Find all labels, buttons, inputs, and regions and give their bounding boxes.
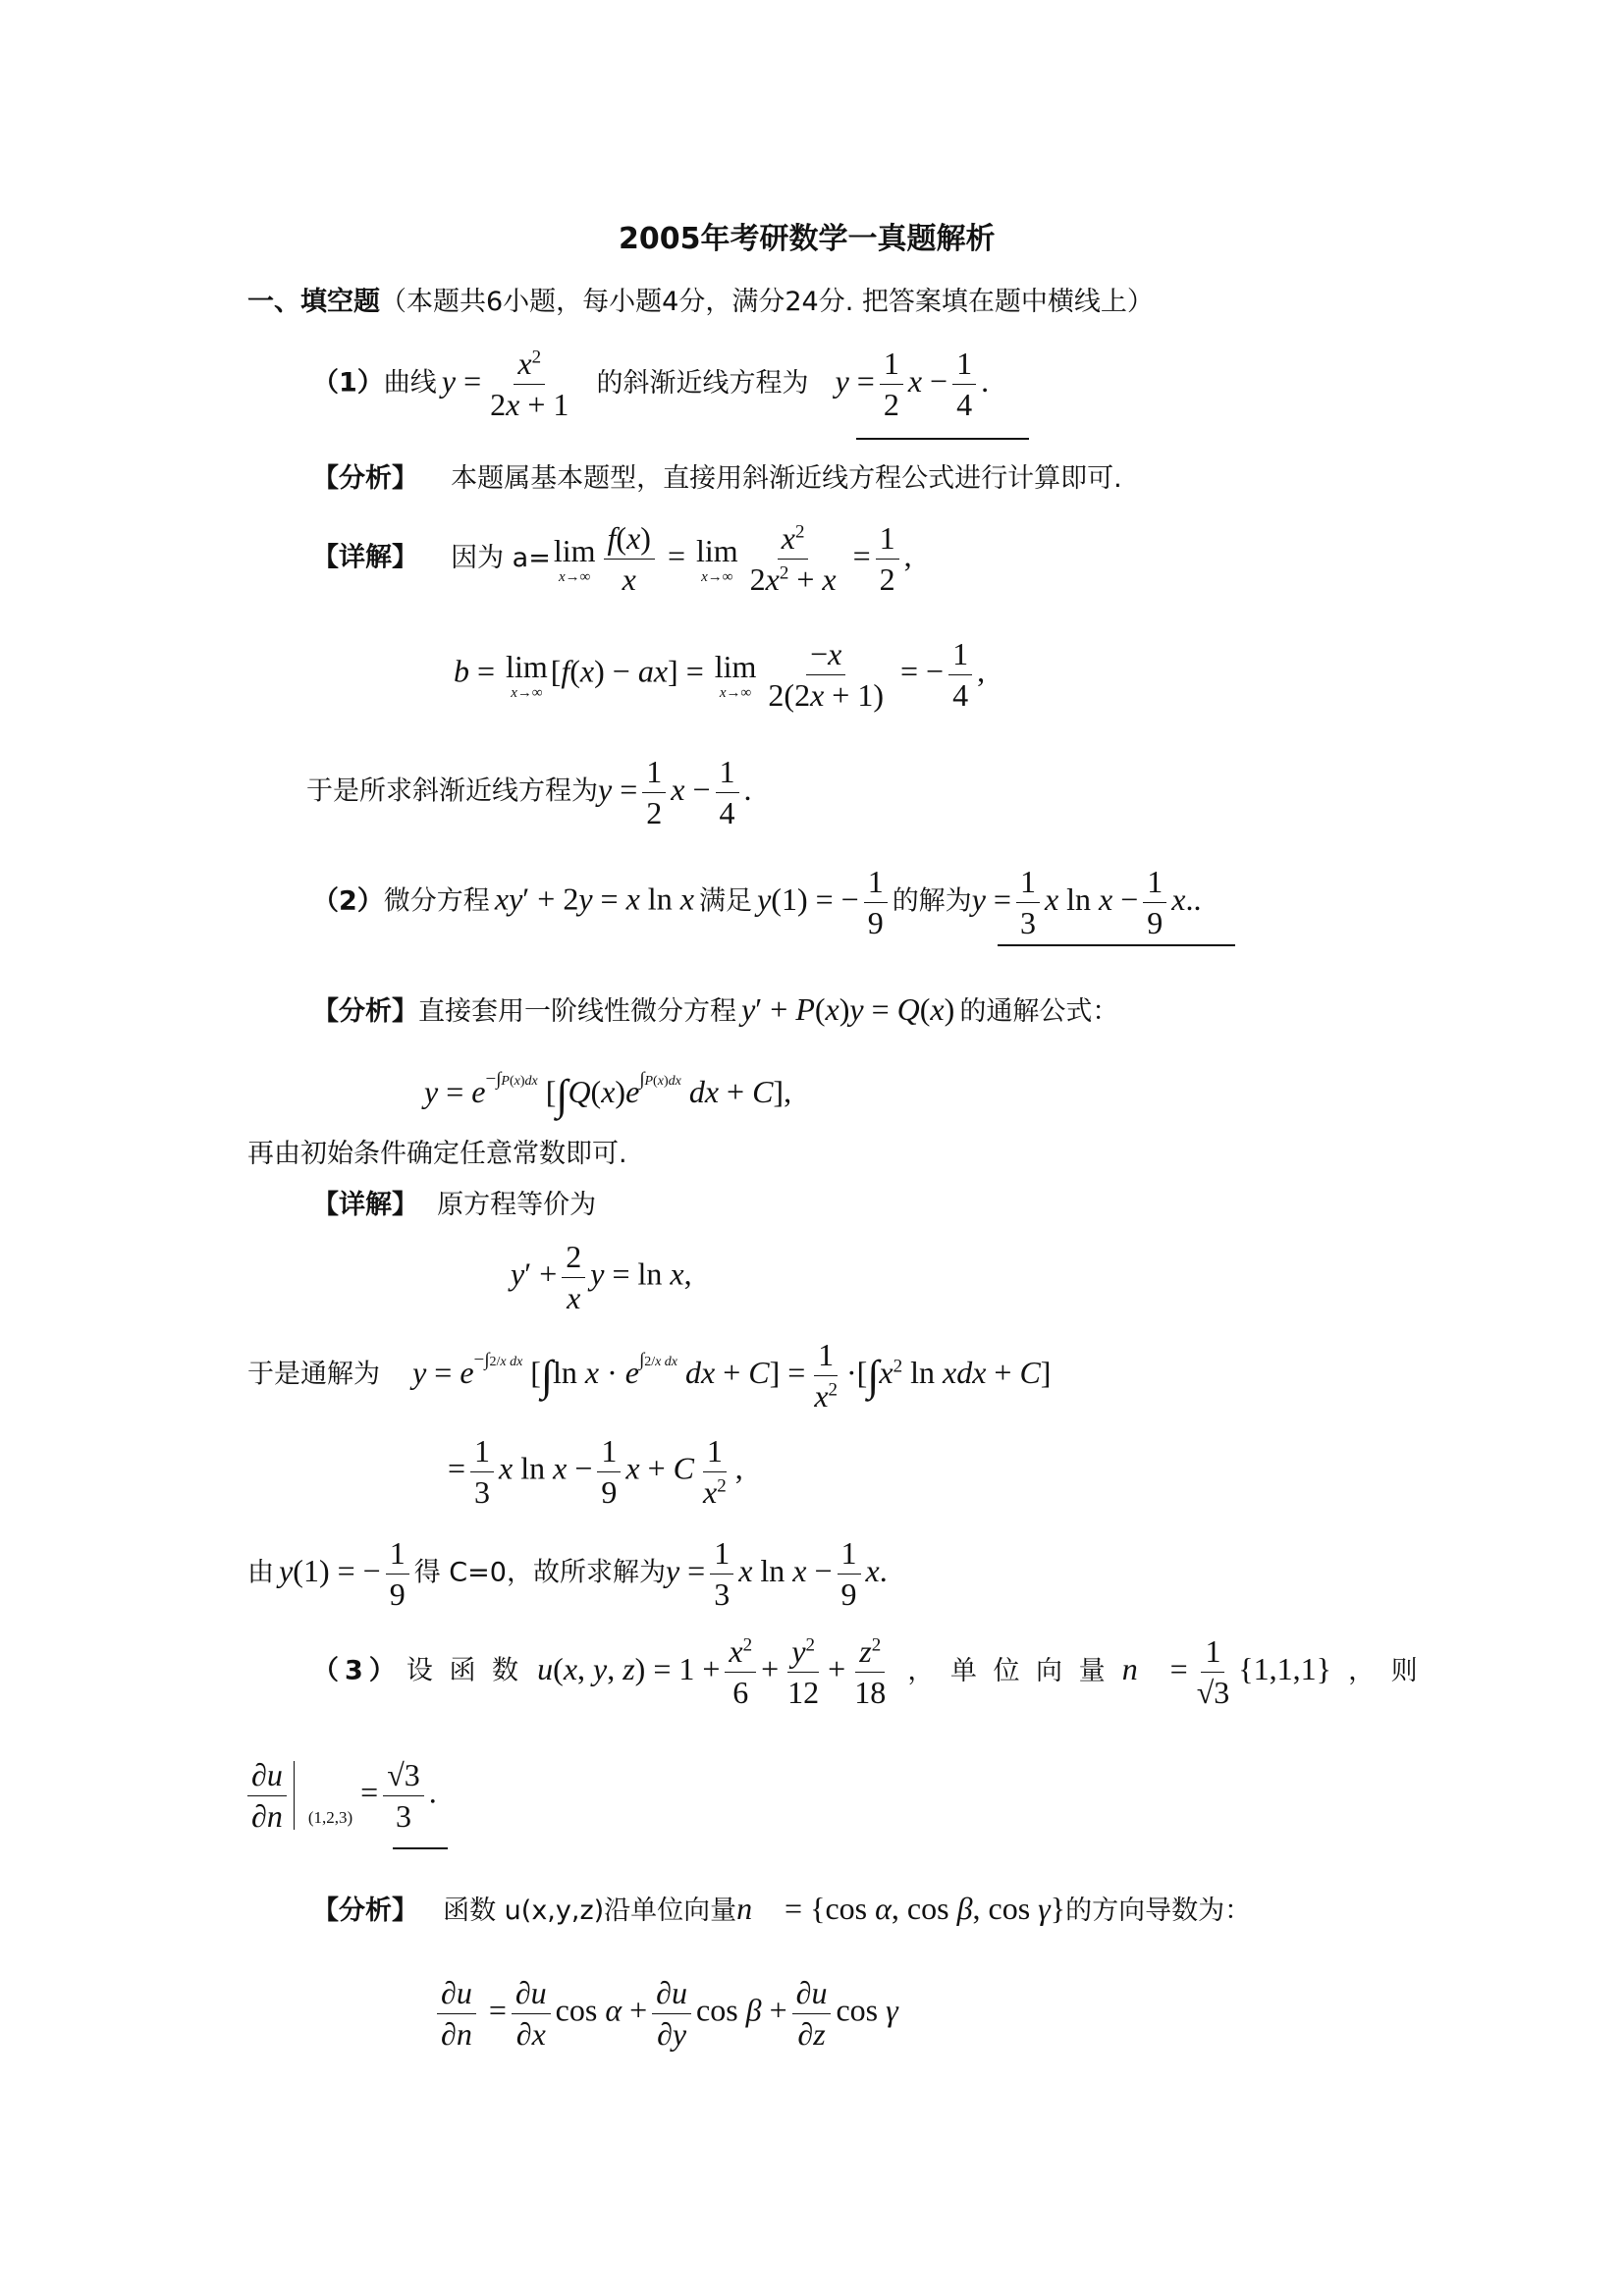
- q1-conclusion-formula: y = $\frac{1}{2}$ x − $\frac{1}{4}$ .: [598, 754, 752, 830]
- q2-linear-form: y′ + P(x)y = Q(x): [741, 991, 955, 1027]
- q1-analysis-text: 本题属基本题型，直接用斜渐近线方程公式进行计算即可.: [451, 463, 1122, 494]
- q2-detail-text1: 原方程等价为: [437, 1190, 597, 1220]
- page-title: 2005年考研数学一真题解析: [619, 222, 996, 256]
- q2-equation: xy′ + 2y = x ln x: [494, 881, 694, 917]
- q1-statement: [312, 346, 989, 423]
- q2-general-solution-formula: $y = e^{-\int 2/x dx}$ [∫ln $x \cdot e^{\int 2/x dx}$ dx + C] = $\frac{1}{x^2}$ $\cdot[\int x^2$ ln xdx + C]: [412, 1337, 1052, 1414]
- q2-final: [247, 1535, 888, 1613]
- q3-text-vector: ， 单 位 向 量: [907, 1655, 1110, 1686]
- q1-conclusion: [306, 754, 752, 831]
- q1-detail-intro: 因为 a=: [451, 542, 551, 573]
- q1-curve-formula: y = $\frac{x^2}{2x + 1}$: [441, 346, 569, 422]
- q1-answer: y = $\frac{1}{2}$ x − $\frac{1}{4}$ .: [835, 346, 990, 422]
- q2-text-eq: 微分方程: [383, 885, 490, 917]
- q1-conclusion-text: 于是所求斜渐近线方程为: [306, 775, 598, 807]
- q2-equivalent-eq: y′ + $\frac{2}{x}$ y = ln x,: [511, 1239, 692, 1315]
- q2-analysis-tag: 【分析】: [312, 996, 418, 1027]
- q3-analysis-tag: 【分析】: [312, 1896, 418, 1926]
- q1-detail-line1: [312, 520, 912, 598]
- q1-text-asymptote: 的斜渐近线方程为: [596, 367, 809, 399]
- q2-analysis-text3: 再由初始条件确定任意常数即可.: [247, 1139, 627, 1169]
- section-heading-label: 一、填空题: [247, 287, 380, 317]
- q2-general-formula: $y = e^{-\int P(x)dx}$ [$\int Q(x)e^{\int P(x)dx}$ dx + C],: [424, 1068, 792, 1119]
- q2-final-formula: y = $\frac{1}{3}$ x ln x − $\frac{1}{9}$ x.: [665, 1535, 888, 1612]
- q2-analysis-text1: 直接套用一阶线性微分方程: [418, 996, 736, 1027]
- q1-analysis-tag: 【分析】: [312, 463, 418, 494]
- section-heading: [247, 285, 1154, 320]
- q2-general-text: 于是通解为: [247, 1359, 380, 1390]
- q2-analysis-text2: 的通解公式：: [959, 996, 1119, 1027]
- q3-function-formula: u(x, y, z) = 1 + $\frac{x^2}{6}$ + $\frac{y^2}{12}$ + $\frac{z^2}{18}$: [537, 1633, 887, 1710]
- q2-number: （2）: [312, 885, 384, 917]
- q2-answer: y = $\frac{1}{3}$ x ln x − $\frac{1}{9}$ x..: [971, 864, 1202, 940]
- q3-answer-underline: [393, 1847, 448, 1849]
- q2-statement: [312, 864, 1201, 941]
- q3-unit-vector-formula: n⃗ = {cos α, cos β, cos γ}: [736, 1891, 1066, 1926]
- q2-cond-pre: 由: [247, 1557, 274, 1588]
- q2-text-satisfy: 满足: [698, 885, 752, 917]
- q1-detail-tag: 【详解】: [312, 542, 418, 573]
- q3-statement: [312, 1633, 1422, 1711]
- q3-text-function: 设 函 数: [406, 1655, 523, 1686]
- q2-text-solution: 的解为: [892, 885, 972, 917]
- q3-answer: $\frac{\partial u}{\partial n}$ $_{(1,2,3)}$ = $\frac{√3}{3}$ .: [247, 1757, 437, 1835]
- q2-initial-condition: y(1) = − $\frac{1}{9}$: [757, 881, 893, 917]
- q2-detail: [312, 1188, 596, 1223]
- q1-answer-underline: [856, 438, 1029, 440]
- q3-analysis: [312, 1891, 1251, 1929]
- q2-cond-mid: 得 C=0，故所求解为: [413, 1557, 666, 1588]
- q1-b-formula: b = lim x→∞ [f(x) − ax] = lim x→∞ $\frac{-x}{2(2x + 1)}$ = − $\frac{1}{4}$ ,: [454, 636, 986, 713]
- q3-analysis-text1: 函数 u(x,y,z)沿单位向量: [443, 1896, 737, 1926]
- q2-answer-underline: [998, 944, 1235, 946]
- q3-text-then: ， 则: [1348, 1655, 1422, 1686]
- q2-general-simplified: = $\frac{1}{3}$ x ln x − $\frac{1}{9}$ x + C $\frac{1}{x^2}$ ,: [448, 1433, 743, 1510]
- section-note: （本题共6小题，每小题4分，满分24分. 把答案填在题中横线上）: [380, 287, 1154, 317]
- q2-analysis: [312, 991, 1118, 1030]
- q1-a-formula: lim x→∞ $\frac{f(x)}{x}$ = lim x→∞ $\frac{x^2}{2x^2 + x}$ = $\frac{1}{2}$ ,: [553, 520, 912, 597]
- q1-analysis: [312, 461, 1122, 497]
- q2-general-solution: [247, 1337, 1051, 1415]
- q3-analysis-text2: 的方向导数为：: [1065, 1896, 1252, 1926]
- q3-vector-formula: n⃗ = $\frac{1}{√3}$ {1,1,1}: [1121, 1633, 1331, 1710]
- q3-number: （3）: [312, 1655, 402, 1686]
- q1-number: （1）: [312, 367, 384, 399]
- q2-cond-formula: y(1) = − $\frac{1}{9}$: [279, 1553, 414, 1588]
- q2-detail-tag: 【详解】: [312, 1190, 418, 1220]
- q1-text-curve: 曲线: [383, 367, 437, 399]
- q3-directional-derivative: $\frac{\partial u}{\partial n}$ = $\frac{\partial u}{\partial x}$ cos α + $\frac{\partial u}{\partial y}$ cos β + $\frac{\partial u}{\partial z}$ cos γ: [432, 1975, 898, 2053]
